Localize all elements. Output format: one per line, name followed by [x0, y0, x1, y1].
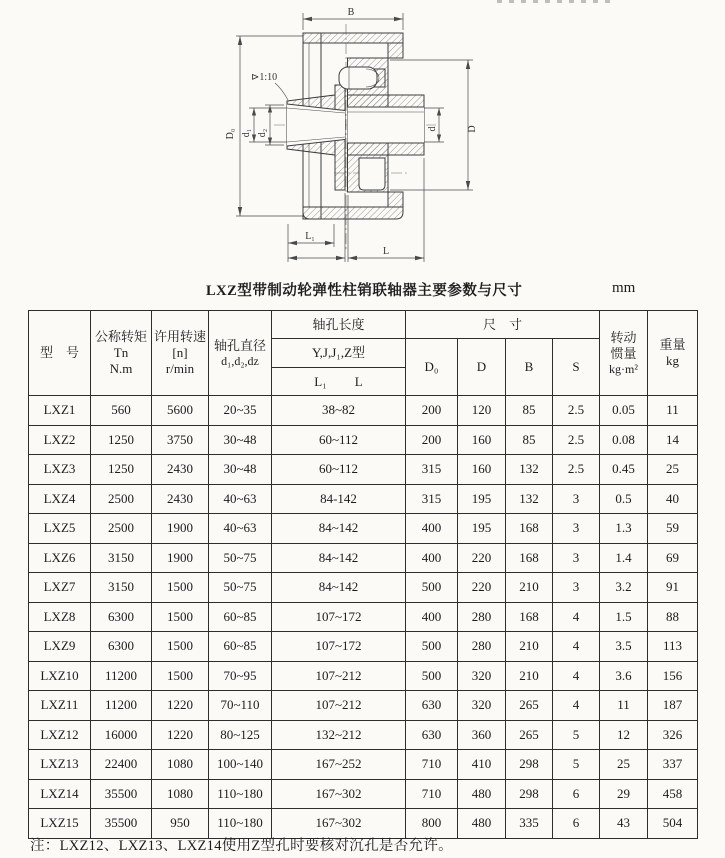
table-cell: 4: [553, 602, 600, 632]
table-cell: 59: [648, 514, 698, 544]
table-cell: 25: [600, 750, 648, 780]
header-D: D: [458, 339, 506, 396]
table-cell: 30~48: [209, 455, 272, 485]
table-cell: 120: [458, 396, 506, 426]
header-weight-line2: kg: [666, 353, 680, 368]
table-cell: 29: [600, 779, 648, 809]
table-cell: 3: [553, 514, 600, 544]
table-cell: 3: [553, 543, 600, 573]
table-cell: 16000: [91, 720, 152, 750]
table-cell: 195: [458, 484, 506, 514]
table-cell: 70~110: [209, 691, 272, 721]
header-D0: D₀: [406, 339, 458, 396]
table-cell: 220: [458, 543, 506, 573]
table-cell: 107~212: [272, 661, 406, 691]
header-inertia-line3: kg·m²: [609, 361, 638, 376]
table-cell: 335: [506, 809, 553, 839]
dim-label-D0: D₀: [225, 128, 236, 140]
header-speed-line3: r/min: [165, 360, 195, 376]
table-cell: 1250: [91, 425, 152, 455]
table-cell: 187: [648, 691, 698, 721]
table-cell: 5600: [152, 396, 209, 426]
table-cell: 6300: [91, 632, 152, 662]
table-cell: 40~63: [209, 514, 272, 544]
table-cell: 60~85: [209, 632, 272, 662]
table-cell: 0.05: [600, 396, 648, 426]
table-cell: 195: [458, 514, 506, 544]
table-cell: 200: [406, 396, 458, 426]
table-row: [29, 514, 698, 544]
dim-label-L: L: [382, 246, 390, 257]
dim-label-d2: d₂: [257, 128, 268, 138]
table-cell: 3.6: [600, 661, 648, 691]
header-torque: [91, 311, 152, 396]
table-cell: 40~63: [209, 484, 272, 514]
table-cell: 3: [553, 573, 600, 603]
table-cell: 160: [458, 425, 506, 455]
table-cell: 200: [406, 425, 458, 455]
header-B: B: [506, 339, 553, 396]
table-cell: 265: [506, 720, 553, 750]
table-cell: 1080: [152, 750, 209, 780]
table-row: [29, 425, 698, 455]
table-cell: 326: [648, 720, 698, 750]
table-cell: 500: [406, 661, 458, 691]
table-cell: 3.5: [600, 632, 648, 662]
table-cell: 360: [458, 720, 506, 750]
table-cell: 2430: [152, 455, 209, 485]
table-cell: 60~85: [209, 602, 272, 632]
header-inertia: [600, 311, 648, 396]
table-cell: 168: [506, 543, 553, 573]
table-cell: 43: [600, 809, 648, 839]
table-cell: 710: [406, 779, 458, 809]
table-cell: 2500: [91, 514, 152, 544]
header-torque-line2: N.m: [109, 360, 133, 376]
header-speed: [152, 311, 209, 396]
model-cell: LXZ4: [29, 484, 91, 514]
table-cell: 132: [506, 455, 553, 485]
table-cell: 22400: [91, 750, 152, 780]
table-row: [29, 573, 698, 603]
spec-table: [28, 310, 698, 839]
table-cell: 3150: [91, 573, 152, 603]
table-cell: 0.45: [600, 455, 648, 485]
table-cell: 630: [406, 691, 458, 721]
taper-note: [251, 72, 288, 100]
table-cell: 107~212: [272, 691, 406, 721]
table-cell: 400: [406, 514, 458, 544]
table-cell: 630: [406, 720, 458, 750]
table-cell: 315: [406, 484, 458, 514]
table-cell: 504: [648, 809, 698, 839]
table-cell: 60~112: [272, 425, 406, 455]
table-cell: 1500: [152, 602, 209, 632]
model-cell: LXZ15: [29, 809, 91, 839]
table-cell: 38~82: [272, 396, 406, 426]
table-cell: 11: [648, 396, 698, 426]
dim-label-B: B: [347, 7, 355, 18]
table-cell: 1900: [152, 514, 209, 544]
table-cell: 167~252: [272, 750, 406, 780]
table-cell: 11200: [91, 661, 152, 691]
model-cell: LXZ9: [29, 632, 91, 662]
header-model: [29, 311, 91, 396]
table-cell: 480: [458, 809, 506, 839]
table-cell: 107~172: [272, 632, 406, 662]
table-cell: 168: [506, 514, 553, 544]
table-cell: 800: [406, 809, 458, 839]
header-model-label: 型 号: [39, 345, 79, 361]
table-cell: 500: [406, 632, 458, 662]
table-cell: 84~142: [272, 543, 406, 573]
table-cell: 220: [458, 573, 506, 603]
header-weight-line1: 重量: [659, 337, 686, 353]
table-cell: 35500: [91, 779, 152, 809]
table-cell: 85: [506, 425, 553, 455]
table-cell: 320: [458, 691, 506, 721]
table-cell: 0.08: [600, 425, 648, 455]
model-cell: LXZ8: [29, 602, 91, 632]
table-cell: 315: [406, 455, 458, 485]
table-cell: 91: [648, 573, 698, 603]
table-row: [29, 779, 698, 809]
table-cell: 3: [553, 484, 600, 514]
table-cell: 84~142: [272, 573, 406, 603]
table-cell: 50~75: [209, 573, 272, 603]
table-cell: 11200: [91, 691, 152, 721]
table-cell: 156: [648, 661, 698, 691]
header-L1-label: L₁: [314, 373, 327, 389]
table-cell: 12: [600, 720, 648, 750]
table-cell: 280: [458, 632, 506, 662]
table-cell: 410: [458, 750, 506, 780]
header-torque-line1: 公称转矩Tn: [94, 329, 147, 361]
table-cell: 265: [506, 691, 553, 721]
table-cell: 100~140: [209, 750, 272, 780]
model-cell: LXZ7: [29, 573, 91, 603]
table-row: [29, 750, 698, 780]
table-cell: 110~180: [209, 779, 272, 809]
table-cell: 2430: [152, 484, 209, 514]
coupling-section-drawing: [218, 0, 528, 275]
table-cell: 14: [648, 425, 698, 455]
header-bore-dia-line2: d₁,d₂,dz: [221, 353, 259, 368]
table-cell: 210: [506, 632, 553, 662]
table-cell: 160: [458, 455, 506, 485]
table-cell: 69: [648, 543, 698, 573]
table-cell: 1250: [91, 455, 152, 485]
table-cell: 80~125: [209, 720, 272, 750]
table-cell: 6: [553, 779, 600, 809]
model-cell: LXZ10: [29, 661, 91, 691]
table-cell: 20~35: [209, 396, 272, 426]
table-cell: 2.5: [553, 396, 600, 426]
table-cell: 320: [458, 661, 506, 691]
table-cell: 1.3: [600, 514, 648, 544]
table-row: [29, 632, 698, 662]
table-body: [29, 396, 698, 839]
table-cell: 6: [553, 809, 600, 839]
table-row: [29, 720, 698, 750]
header-bore-dia-line1: 轴孔直径: [213, 337, 266, 353]
header-L-label: L: [354, 373, 363, 389]
model-cell: LXZ14: [29, 779, 91, 809]
header-speed-line1: 许用转速: [153, 329, 206, 345]
table-cell: 168: [506, 602, 553, 632]
table-cell: 950: [152, 809, 209, 839]
table-row: [29, 396, 698, 426]
table-cell: 280: [458, 602, 506, 632]
table-cell: 4: [553, 632, 600, 662]
table-cell: 210: [506, 573, 553, 603]
table-cell: 25: [648, 455, 698, 485]
table-row: [29, 455, 698, 485]
table-cell: 110~180: [209, 809, 272, 839]
table-cell: 5: [553, 750, 600, 780]
table-cell: 1220: [152, 720, 209, 750]
table-cell: 167~302: [272, 809, 406, 839]
table-cell: 1900: [152, 543, 209, 573]
elastic-pin: [339, 67, 385, 89]
unit-label: mm: [612, 280, 636, 296]
model-cell: LXZ3: [29, 455, 91, 485]
model-cell: LXZ13: [29, 750, 91, 780]
page-title: LXZ型带制动轮弹性柱销联轴器主要参数与尺寸: [206, 283, 523, 299]
table-cell: 3750: [152, 425, 209, 455]
table-row: [29, 661, 698, 691]
dim-label-d1: d₁: [241, 128, 252, 138]
header-S: S: [553, 339, 600, 396]
table-cell: 4: [553, 661, 600, 691]
model-cell: LXZ12: [29, 720, 91, 750]
table-cell: 70~95: [209, 661, 272, 691]
table-cell: 2.5: [553, 425, 600, 455]
table-cell: 400: [406, 602, 458, 632]
table-row: [29, 484, 698, 514]
table-cell: 1220: [152, 691, 209, 721]
table-cell: 298: [506, 779, 553, 809]
table-cell: 3150: [91, 543, 152, 573]
table-cell: 1.5: [600, 602, 648, 632]
table-cell: 400: [406, 543, 458, 573]
table-row: [29, 602, 698, 632]
table-cell: 84~142: [272, 514, 406, 544]
table-cell: 2500: [91, 484, 152, 514]
table-cell: 0.5: [600, 484, 648, 514]
table-cell: 11: [600, 691, 648, 721]
table-cell: 6300: [91, 602, 152, 632]
header-bore-types: Y,J,J₁,Z型: [272, 339, 406, 368]
taper-label: ⊳1:10: [251, 72, 278, 83]
header-bore-dia: [209, 311, 272, 396]
table-cell: 710: [406, 750, 458, 780]
table-cell: 210: [506, 661, 553, 691]
table-cell: 1080: [152, 779, 209, 809]
table-cell: 132: [506, 484, 553, 514]
table-cell: 84-142: [272, 484, 406, 514]
model-cell: LXZ5: [29, 514, 91, 544]
dim-label-d: d: [427, 126, 438, 132]
header-speed-line2: [n]: [172, 345, 188, 361]
table-cell: 88: [648, 602, 698, 632]
model-cell: LXZ2: [29, 425, 91, 455]
table-cell: 113: [648, 632, 698, 662]
table-cell: 458: [648, 779, 698, 809]
header-L1-L: [272, 368, 406, 396]
table-cell: 1500: [152, 573, 209, 603]
table-cell: 50~75: [209, 543, 272, 573]
table-cell: 337: [648, 750, 698, 780]
model-cell: LXZ6: [29, 543, 91, 573]
header-dimensions: 尺 寸: [406, 311, 600, 339]
header-inertia-line1: 转动: [610, 329, 637, 345]
table-cell: 3.2: [600, 573, 648, 603]
footnote: 注：LXZ12、LXZ13、LXZ14使用Z型孔时要核对沉孔是否允许。: [30, 838, 453, 854]
table-cell: 1.4: [600, 543, 648, 573]
table-cell: 30~48: [209, 425, 272, 455]
header-weight: [648, 311, 698, 396]
header-inertia-line2: 惯量: [610, 345, 637, 361]
table-cell: 40: [648, 484, 698, 514]
model-cell: LXZ11: [29, 691, 91, 721]
table-cell: 4: [553, 691, 600, 721]
table-cell: 2.5: [553, 455, 600, 485]
table-cell: 560: [91, 396, 152, 426]
dim-label-L1: L₁: [305, 231, 315, 242]
table-row: [29, 543, 698, 573]
table-cell: 167~302: [272, 779, 406, 809]
table-cell: 1500: [152, 661, 209, 691]
table-cell: 500: [406, 573, 458, 603]
dim-B: [303, 7, 403, 30]
table-cell: 1500: [152, 632, 209, 662]
table-header: [29, 311, 698, 396]
table-cell: 60~112: [272, 455, 406, 485]
header-bore-length: 轴孔长度: [272, 311, 406, 339]
table-cell: 132~212: [272, 720, 406, 750]
table-cell: 480: [458, 779, 506, 809]
table-cell: 5: [553, 720, 600, 750]
table-row: [29, 691, 698, 721]
table-cell: 35500: [91, 809, 152, 839]
table-cell: 107~172: [272, 602, 406, 632]
dim-label-D: D: [467, 125, 478, 133]
table-cell: 85: [506, 396, 553, 426]
model-cell: LXZ1: [29, 396, 91, 426]
pin-hole: [359, 158, 385, 190]
table-cell: 298: [506, 750, 553, 780]
